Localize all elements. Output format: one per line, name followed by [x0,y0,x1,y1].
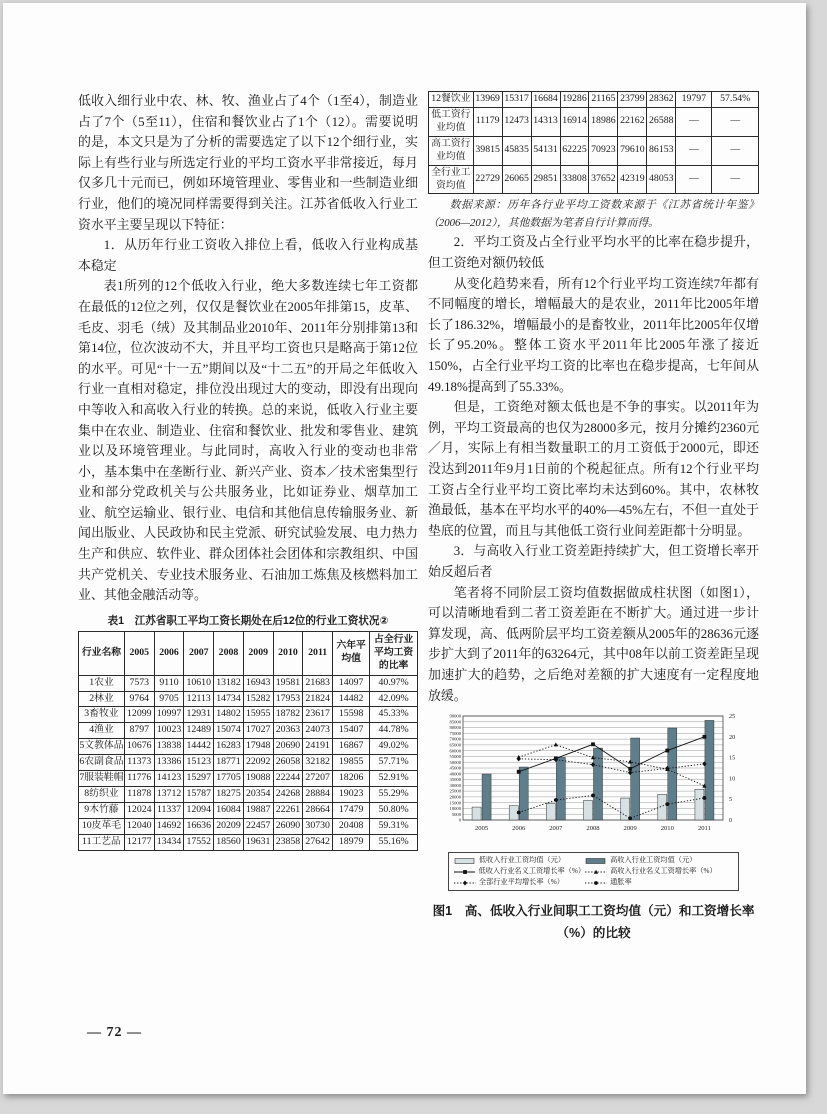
table-cell: 28664 [303,802,333,818]
table-cell: 21824 [303,691,333,707]
table-cell: 占全行业平均工资的比率 [370,631,418,675]
legend-swatch-icon [454,879,476,887]
table-cell: 55.29% [370,787,418,803]
table-cell: 15074 [214,723,244,739]
table-cell: 18560 [214,834,244,850]
legend-label: 低收入行业名义工资增长率（%） [478,867,586,876]
table-cell: 2006 [154,631,184,675]
legend-item [454,856,585,865]
table-cell: 20363 [273,723,303,739]
table-cell: 57.54% [712,92,759,108]
page [3,3,806,1094]
table-cell: 37652 [589,165,618,194]
svg-text:40000: 40000 [449,771,461,777]
table-cell: — [712,107,759,136]
table-cell: 27207 [303,771,333,787]
svg-text:65000: 65000 [449,742,461,748]
table-cell: 20209 [214,818,244,834]
table-cell: — [676,136,712,165]
table-cell: 3畜牧业 [79,707,125,723]
svg-text:2011: 2011 [697,825,711,833]
table-row [79,707,418,723]
svg-text:10: 10 [728,775,735,783]
svg-text:85000: 85000 [449,719,461,725]
table-cell: 27642 [303,834,333,850]
table-cell: 15282 [243,691,273,707]
table-source-note: 数据来源：历年各行业平均工资数来源于《江苏省统计年鉴》（2006—2012），其他数据为笔者自行计算而得。 [428,199,759,229]
line-series [516,756,706,775]
svg-text:90000: 90000 [449,713,461,719]
table-cell: 15955 [243,707,273,723]
svg-text:45000: 45000 [449,765,461,771]
table-cell: 全行业工资均值 [429,165,474,194]
legend-label: 全部行业平均增长率（%） [478,878,564,887]
svg-text:80000: 80000 [449,725,461,731]
table-cell: 14123 [154,771,184,787]
svg-text:5: 5 [728,796,732,804]
table-cell: 26588 [647,107,676,136]
svg-text:60000: 60000 [449,748,461,754]
table-cell: 2009 [243,631,273,675]
table-cell: 2005 [124,631,154,675]
table-cell: 15598 [333,707,370,723]
table-row [79,723,418,739]
table-cell: 17705 [214,771,244,787]
table-cell: 17552 [184,834,214,850]
table-cell: 18782 [273,707,303,723]
table-cell: 59.31% [370,818,418,834]
section-heading-3: 3．与高收入行业工资差距持续扩大，但工资增长率开始反超后者 [428,544,759,579]
table-cell: 28884 [303,787,333,803]
svg-text:2008: 2008 [585,825,600,833]
svg-text:15000: 15000 [449,800,461,806]
table-cell: 7573 [124,675,154,691]
table-cell: 52.91% [370,771,418,787]
table-row [79,802,418,818]
table-cell: 4渔业 [79,723,125,739]
table-cell: — [676,107,712,136]
table-row [79,739,418,755]
table-cell: 12099 [124,707,154,723]
table-cell: 42.09% [370,691,418,707]
table-cell: 19631 [243,834,273,850]
table1-header [79,631,418,675]
table-cell: 9110 [154,675,184,691]
section-heading-2: 2．平均工资及占全行业平均水平的比率在稳步提升，但工资绝对额仍较低 [428,235,759,271]
table-cell: 11工艺品 [79,834,125,850]
legend-item [585,878,733,887]
table-cell: 70923 [589,136,618,165]
line-series [516,794,706,821]
table-cell: 19797 [676,92,712,108]
table-cell: 18206 [333,771,370,787]
table-cell: 20690 [273,739,303,755]
table-cell: 5文教体品 [79,739,125,755]
table-cell: 2011 [303,631,333,675]
table-cell: 13182 [214,675,244,691]
table-row [79,631,418,675]
table-cell: 16283 [214,739,244,755]
table-cell: 2008 [214,631,244,675]
svg-text:0: 0 [728,817,732,825]
paragraph: 表1所列的12个低收入行业，绝大多数连续七年工资都在最低的12位之列，仅仅是餐饮业在2005年排第15，皮革、毛皮、羽毛（绒）及其制品业2010年、2011年分别排第13和第14位，位次波动不大，并且平均工资也只是略高于第12位的水平。可见“十一五”期间以及“十二五”的开局之年低收入行业一直相对稳定，排位没出现过大的变动，即没有出现向中等收入和高收入行业的转换。总的来说，低收入行业主要集中在农业、制造业、住宿和餐饮业、批发和零售业、建筑业以及环境管理业。与此同时，高收入行业的变动也非常小，基本集中在垄断行业、新兴产业、资本／技术密集型行业和部分党政机关与公共服务业，比如证券业、烟草加工业、航空运输业、银行业、电信和其他信息传输服务业、新闻出版业、人民政协和民主党派、研究试验发展、电力热力生产和供应、软件业、群众团体社会团体和宗教组织、中国共产党机关、专业技术服务业、石油加工炼焦及核燃料加工业、其他金融活动等。 [78,279,418,603]
table-cell: 10997 [154,707,184,723]
left-column [78,91,418,851]
svg-text:15: 15 [728,754,735,762]
svg-text:75000: 75000 [449,731,461,737]
svg-text:2010: 2010 [660,825,674,833]
paragraph: 从变化趋势来看，所有12个行业平均工资连续7年都有不同幅度的增长，增幅最大的是农业，2011年比2005年增长了186.32%，增幅最小的是畜牧业，2011年比2005年仅增长了95.20%。整体工资水平2011年比2005年涨了接近150%，占全行业平均工资的比率也在稳步提高，七年间从49.18%提高到了55.33%。 [428,276,759,394]
table-cell: 12餐饮业 [429,92,474,108]
table-cell: 54131 [531,136,560,165]
table1-right [428,91,759,194]
table-cell: 22261 [273,802,303,818]
table-cell: 16914 [560,107,589,136]
svg-text:50000: 50000 [449,759,461,765]
table-cell: 14692 [154,818,184,834]
table-cell: — [712,136,759,165]
legend-label: 通胀率 [610,878,632,887]
table-cell: 42319 [618,165,647,194]
table-cell: 62225 [560,136,589,165]
table-cell: 15297 [184,771,214,787]
table-cell: 13712 [154,787,184,803]
table-cell: 15123 [184,755,214,771]
table-cell: 19088 [243,771,273,787]
table-cell: 22244 [273,771,303,787]
table-cell: 12473 [502,107,531,136]
svg-text:10000: 10000 [449,806,461,812]
table-cell: 14482 [333,691,370,707]
table-cell: 21683 [303,675,333,691]
svg-text:70000: 70000 [449,736,461,742]
table-cell: 2007 [184,631,214,675]
figure1-caption: 图1 高、低收入行业间职工工资均值（元）和工资增长率（%）的比较 [432,904,755,941]
table-cell: 10皮革毛 [79,818,125,834]
table-cell: 13838 [154,739,184,755]
page-number: — 72 — [87,1025,142,1040]
paragraph: 笔者将不同阶层工资均值数据做成柱状图（如图1），可以清晰地看到二者工资差距在不断扩大。通过进一步计算发现，高、低两阶层平均工资差额从2005年的28636元逐步扩大到了2011年的63264元，其中08年以前工资差距呈现加速扩大的趋势，之后绝对差额的扩大速度有一定程度地放缓。 [428,585,759,703]
svg-text:55000: 55000 [449,754,461,760]
table-cell: 14313 [531,107,560,136]
table-cell: 15407 [333,723,370,739]
table-cell: 6农副食品 [79,755,125,771]
table-cell: 11179 [473,107,502,136]
table-cell: 50.80% [370,802,418,818]
table-cell: 39815 [473,136,502,165]
table-cell: 18979 [333,834,370,850]
table-cell: 11373 [124,755,154,771]
legend-label: 低收入行业工资均值（元） [478,856,566,865]
legend-label: 高收入行业名义工资增长率（%） [610,867,717,876]
table-row [429,136,759,165]
table-cell: 14442 [184,739,214,755]
svg-text:2007: 2007 [548,825,562,833]
table-cell: 8797 [124,723,154,739]
table-cell: 六年平均值 [333,631,370,675]
table-cell: 40.97% [370,675,418,691]
section-heading-1: 1．从历年行业工资收入排位上看，低收入行业构成基本稳定 [78,238,418,273]
svg-text:30000: 30000 [449,783,461,789]
table-row [79,787,418,803]
table-cell: 18275 [214,787,244,803]
table-cell: 17948 [243,739,273,755]
table-cell: 12113 [184,691,214,707]
table-cell: 24268 [273,787,303,803]
table-cell: 10676 [124,739,154,755]
table-cell: 14097 [333,675,370,691]
table-cell: 26065 [502,165,531,194]
table-cell: 49.02% [370,739,418,755]
table-cell: 12024 [124,802,154,818]
table-cell: 22457 [243,818,273,834]
legend-label: 高收入行业工资均值（元） [610,856,697,865]
table-cell: 16684 [531,92,560,108]
table-cell: 21165 [589,92,618,108]
table-cell: 22092 [243,755,273,771]
svg-text:20000: 20000 [449,794,461,800]
table-cell: 32182 [303,755,333,771]
legend-swatch-icon [585,857,607,865]
table-cell: 23617 [303,707,333,723]
legend-item [454,867,585,876]
table-cell: 19887 [243,802,273,818]
table-cell: 11337 [154,802,184,818]
table-cell: 24073 [303,723,333,739]
table-cell: 低工资行业均值 [429,107,474,136]
table-cell: 10610 [184,675,214,691]
svg-text:25: 25 [728,713,735,721]
svg-text:2005: 2005 [474,825,488,833]
table-cell: 48053 [647,165,676,194]
table-cell: 19581 [273,675,303,691]
table-row [429,107,759,136]
table-cell: 9木竹藤 [79,802,125,818]
table-cell: 高工资行业均值 [429,136,474,165]
svg-text:5000: 5000 [451,811,461,817]
table-cell: 9764 [124,691,154,707]
legend-swatch-icon [454,868,476,876]
table-row [79,675,418,691]
table-cell: 8纺织业 [79,787,125,803]
svg-text:0: 0 [458,817,461,823]
table-cell: 10023 [154,723,184,739]
table-cell: 2010 [273,631,303,675]
table-cell: 14734 [214,691,244,707]
table-cell: 13386 [154,755,184,771]
table-cell: — [712,165,759,194]
table-cell: 13969 [473,92,502,108]
table-cell: 45.33% [370,707,418,723]
table-cell: 11776 [124,771,154,787]
legend-item [454,878,585,887]
table-cell: 28362 [647,92,676,108]
paragraph: 但是，工资绝对额太低也是不争的事实。以2011年为例，平均工资最高的也仅为28000多元，按月分摊约2360元／月，实际上有相当数量职工的月工资低于2000元，即还没达到2011年9月1日前的个税起征点。所有12个行业平均工资占全行业平均工资比率均未达到60%。其中，农林牧渔最低，基本在平均水平的40%—45%左右，不但一直处于垫底的位置，而且与其他低工资行业间差距都十分明显。 [428,400,759,538]
legend-item [585,867,733,876]
table-cell: 1农业 [79,675,125,691]
legend-swatch-icon [454,857,476,865]
line-series [516,743,706,788]
table-cell: 2林业 [79,691,125,707]
table-cell: 23858 [273,834,303,850]
table-cell: 55.16% [370,834,418,850]
table-cell: 22729 [473,165,502,194]
paragraph: 低收入细行业中农、林、牧、渔业占了4个（1至4），制造业占了7个（5至11），住宿和餐饮业占了1个（12）。需要说明的是，本文只是为了分析的需要选定了以下12个细行业，实际上有些行业与所选定行业的平均工资水平非常接近，每月仅多几十元而已，例如环境管理业、零售业和一些制造业细行业，他们的境况同样需要得到关注。江苏省低收入行业工资水平主要呈现以下特征： [78,94,418,232]
table-cell: 45835 [502,136,531,165]
table-row [429,165,759,194]
table-cell: 19023 [333,787,370,803]
table-cell: 20354 [243,787,273,803]
svg-text:20: 20 [728,733,735,741]
table-cell: 16943 [243,675,273,691]
table-row [79,818,418,834]
svg-text:2009: 2009 [623,825,637,833]
figure1-chart [428,711,759,850]
table-cell: 行业名称 [79,631,125,675]
table-cell: 18771 [214,755,244,771]
table1-title: 表1 江苏省职工平均工资长期处在后12位的行业工资状况② [107,614,389,627]
table-cell: 11878 [124,787,154,803]
table-cell: 30730 [303,818,333,834]
table-cell: 17953 [273,691,303,707]
table-cell: 17027 [243,723,273,739]
table-cell: 12040 [124,818,154,834]
figure1-legend [448,852,739,891]
table-cell: 86153 [647,136,676,165]
table-cell: 26090 [273,818,303,834]
table-row [79,755,418,771]
table-cell: 19855 [333,755,370,771]
table-cell: 15317 [502,92,531,108]
table-cell: 16867 [333,739,370,755]
table-row [79,834,418,850]
table1-left [78,631,418,851]
table-cell: 23799 [618,92,647,108]
table-row [429,92,759,108]
table-cell: 20408 [333,818,370,834]
table-cell: 57.71% [370,755,418,771]
table-cell: 29851 [531,165,560,194]
table-row [79,691,418,707]
table-cell: 26058 [273,755,303,771]
legend-swatch-icon [585,879,607,887]
svg-text:25000: 25000 [449,788,461,794]
table-cell: 12177 [124,834,154,850]
legend-item [585,856,733,865]
table-cell: 16084 [214,802,244,818]
table-cell: 15787 [184,787,214,803]
table-cell: 16636 [184,818,214,834]
table-cell: — [676,165,712,194]
table-cell: 79610 [618,136,647,165]
table-cell: 7服装鞋帽 [79,771,125,787]
table-cell: 44.78% [370,723,418,739]
table-cell: 12094 [184,802,214,818]
table-row [79,771,418,787]
table-cell: 14802 [214,707,244,723]
table-cell: 24191 [303,739,333,755]
table-cell: 17479 [333,802,370,818]
table-cell: 22162 [618,107,647,136]
svg-text:2006: 2006 [511,825,525,833]
table-cell: 9705 [154,691,184,707]
table-cell: 13434 [154,834,184,850]
bar-series [472,721,714,821]
table-cell: 12931 [184,707,214,723]
table-cell: 19286 [560,92,589,108]
legend-swatch-icon [585,868,607,876]
right-column [428,91,759,944]
table-cell: 12489 [184,723,214,739]
figure1-chart-svg [432,711,756,845]
table-cell: 33808 [560,165,589,194]
table-cell: 18986 [589,107,618,136]
svg-text:35000: 35000 [449,777,461,783]
